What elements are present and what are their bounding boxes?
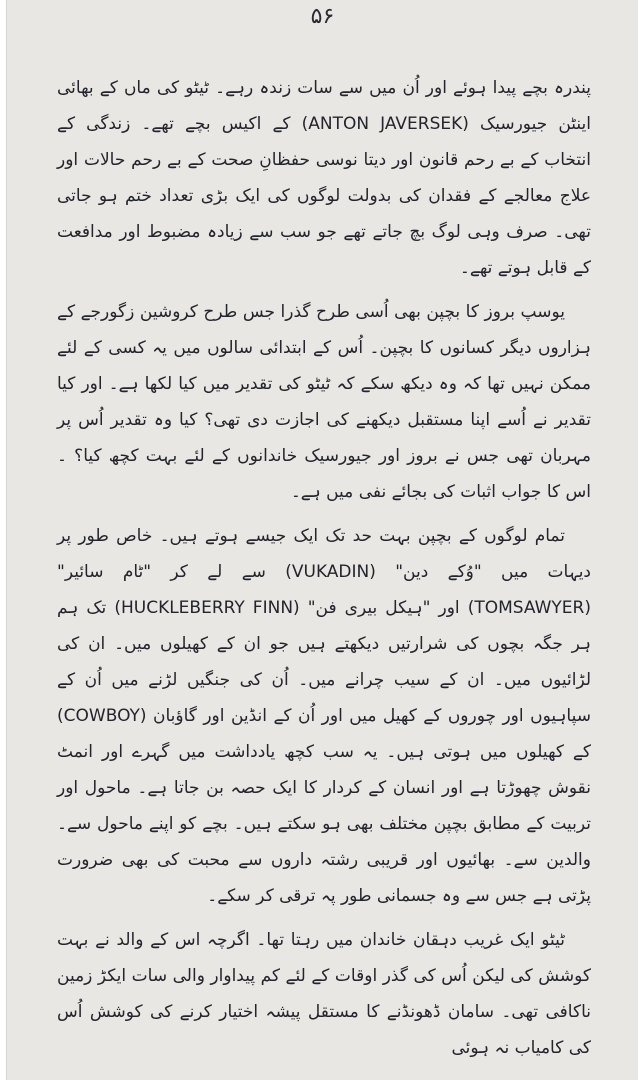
- paragraph-spacer: [57, 286, 591, 294]
- book-page: [6, 0, 638, 1080]
- paragraph-text: یوسپ بروز کا بچپن بھی اُسی طرح گذرا جس طرح کروشین زگورجے کے ہزاروں دیگر کسانوں کا بچپن۔ اُس کے ابتدائی سالوں میں یہ کسی کے لئے ممکن نہیں تھا کہ وہ دیکھ سکے کہ ٹیٹو کی تقدیر میں کیا لکھا ہے۔ اور کیا تقدیر نے اُسے اپنا مستقبل دیکھنے کی اجازت دی تھی؟ کیا وہ تقدیر اُس پر مہربان تھی جس نے بروز اور جیورسیک خاندانوں کے لئے بہت کچھ کیا؟ ۔ اس کا جواب اثبات کی بجائے نفی میں ہے۔: [57, 302, 591, 502]
- paragraph: [57, 294, 591, 510]
- page-number: ۵۶: [310, 4, 335, 29]
- paragraph-spacer: [57, 914, 591, 922]
- paragraph: [57, 922, 591, 1066]
- paragraph-text: ٹیٹو ایک غریب دہقان خاندان میں رہتا تھا۔ اگرچہ اس کے والد نے بہت کوشش کی لیکن اُس کی گذر اوقات کے لئے کم پیداوار والی سات ایکڑ زمین ناکافی تھی۔ سامان ڈھونڈنے کا مستقل پیشہ اختیار کرنے کی کوشش اُس کی کامیاب نہ ہوئی: [57, 930, 591, 1058]
- page-body: [57, 70, 591, 1066]
- paragraph-text: پندرہ بچے پیدا ہوئے اور اُن میں سے سات زندہ رہے۔ ٹیٹو کی ماں کے بھائی اینٹن جیورسیک (ANTON JAVERSEK) کے اکیس بچے تھے۔ زندگی کے انتخاب کے بے رحم قانون اور دیتا نوسی حفظانِ صحت کے بے رحم حالات اور علاج معالجے کے فقدان کی بدولت لوگوں کی ایک بڑی تعداد ختم ہو جاتی تھی۔ صرف وہی لوگ بچ جاتے تھے جو سب سے زیادہ مضبوط اور مدافعت کے قابل ہوتے تھے۔: [57, 78, 591, 278]
- paragraph: [57, 518, 591, 914]
- paragraph-text: تمام لوگوں کے بچپن بہت حد تک ایک جیسے ہوتے ہیں۔ خاص طور پر دیہات میں "وُکے دین" (VUKADIN) سے لے کر "ٹام سائیر" (TOMSAWYER) اور "ہیکل بیری فن" (HUCKLEBERRY FINN) تک ہم ہر جگہ بچوں کی شرارتیں دیکھتے ہیں جو ان کے کھیلوں میں۔ ان کی لڑائیوں میں۔ ان کے سیب چرانے میں۔ اُن کی جنگیں لڑنے میں اُن کے سپاہیوں اور چوروں کے کھیل میں اور اُن کے انڈین اور گاؤبان (COWBOY) کے کھیلوں میں ہوتی ہیں۔ یہ سب کچھ یادداشت میں گہرے اور انمٹ نقوش چھوڑتا ہے اور انسان کے کردار کا ایک حصہ بن جاتا ہے۔ ماحول اور تربیت کے مطابق بچپن مختلف بھی ہو سکتے ہیں۔ بچے کو اپنے ماحول سے۔ والدین سے۔ بھائیوں اور قریبی رشتہ داروں سے محبت کی بھی ضرورت پڑتی ہے جس سے وہ جسمانی طور پہ ترقی کر سکے۔: [57, 526, 591, 906]
- paragraph: [57, 70, 591, 286]
- paragraph-spacer: [57, 510, 591, 518]
